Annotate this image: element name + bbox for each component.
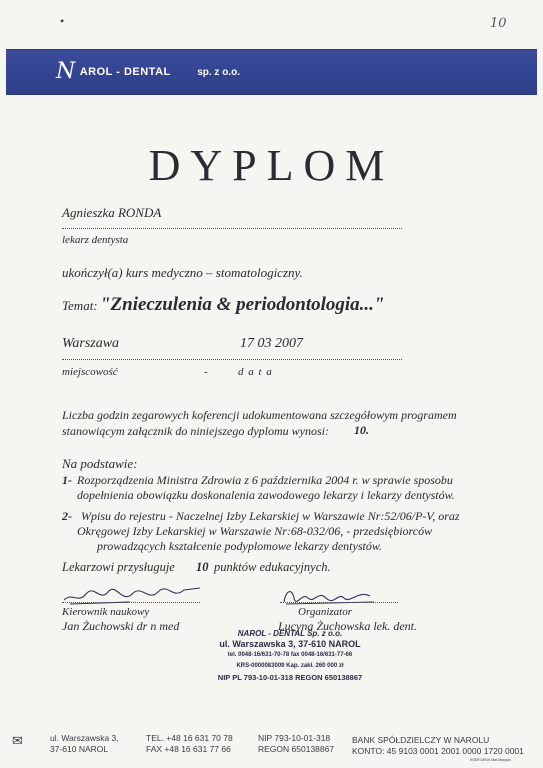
- footer-print-note: KSER DRUK Mat.Manyan: [470, 758, 511, 762]
- hours-value: 10.: [354, 423, 369, 437]
- divider: [62, 359, 402, 360]
- left-signer-name: Jan Żuchowski dr n med: [62, 619, 180, 633]
- dash: -: [204, 366, 208, 378]
- date-label: d a t a: [238, 366, 273, 378]
- footer-tel: TEL. +48 16 631 70 78: [146, 733, 233, 743]
- basis-item1-line2: dopełnienia obowiązku doskonalenia zawodowego lekarzy i lekarzy dentystów.: [77, 488, 455, 502]
- basis-item2-number: 2-: [62, 509, 72, 523]
- footer-bank: BANK SPÓŁDZIELCZY W NAROLU: [352, 735, 490, 745]
- points-prefix: Lekarzowi przysługuje: [62, 560, 175, 574]
- date: 17 03 2007: [240, 336, 303, 351]
- left-signer-role: Kierownik naukowy: [62, 606, 150, 618]
- topic-label: Temat:: [62, 298, 98, 313]
- company-stamp: [180, 628, 400, 683]
- basis-item2-line3: prowadzących kształcenie podyplomowe lekarzy dentystów.: [97, 539, 382, 553]
- logo-letter: N: [56, 59, 76, 84]
- stamp-line2: ul. Warszawska 3, 37-610 NAROL: [219, 639, 361, 649]
- stamp-line1: NAROL - DENTAL Sp. z o.o.: [237, 629, 343, 638]
- footer-regon: REGON 650138867: [258, 744, 335, 754]
- hours-line1: Liczba godzin zegarowych koferencji udokumentowana szczegółowym programem: [62, 408, 457, 422]
- signature-right: [278, 582, 388, 608]
- footer: [0, 733, 543, 768]
- place: Warszawa: [62, 336, 120, 351]
- mark-dot: •: [60, 14, 65, 28]
- divider: [62, 228, 402, 229]
- signature-left: [60, 582, 210, 608]
- footer-account: KONTO: 45 9103 0001 2001 0000 1720 0001: [352, 746, 524, 756]
- stamp-line3: tel. 0048-16/631-70-78 fax 0048-16/631-77-66: [227, 652, 353, 658]
- basis-item1-number: 1-: [62, 473, 72, 487]
- stamp-line4: KRS-0000083009 Kap. zakł. 260 000 zł: [236, 663, 344, 669]
- footer-fax: FAX +48 16 631 77 66: [146, 744, 231, 754]
- points-value: 10: [196, 560, 209, 574]
- envelope-icon: ✉: [12, 733, 23, 748]
- topic-value: "Znieczulenia & periodontologia...": [100, 294, 385, 315]
- stamp-line5: NIP PL 793-10-01-318 REGON 650138867: [217, 673, 363, 682]
- footer-nip: NIP 793-10-01-318: [258, 733, 331, 743]
- right-signer-name: Lucyna Żuchowska lek. dent.: [278, 619, 417, 633]
- hours-line2: stanowiącym załącznik do niniejszego dyplomu wynosi:: [62, 424, 329, 438]
- points-suffix: punktów edukacyjnych.: [214, 560, 331, 574]
- place-label: miejscowość: [62, 366, 118, 378]
- signature-line-right: [280, 602, 398, 603]
- company-name: AROL - DENTAL: [79, 66, 171, 78]
- company-logo: [56, 59, 240, 84]
- company-suffix: sp. z o.o.: [197, 67, 240, 78]
- footer-address2: 37-610 NAROL: [50, 744, 109, 754]
- basis-item2-line2: Okręgowej Izby Lekarskiej w Warszawie Nr:68-032/06, - przedsiębiorców: [77, 524, 433, 538]
- signature-line-left: [62, 602, 200, 603]
- document-title: DYPLOM: [148, 141, 395, 190]
- recipient-name: Agnieszka RONDA: [62, 205, 162, 220]
- completed-line: ukończył(a) kurs medyczno – stomatologiczny.: [62, 265, 303, 280]
- basis-item2-line1: Wpisu do rejestru - Naczelnej Izby Lekarskiej w Warszawie Nr:52/06/P-V, oraz: [81, 509, 460, 523]
- right-signer-role: Organizator: [298, 606, 352, 618]
- recipient-profession: lekarz dentysta: [62, 234, 129, 246]
- header-banner: [6, 49, 537, 95]
- page-number: 10: [490, 16, 507, 31]
- basis-heading: Na podstawie:: [62, 456, 138, 471]
- basis-item1-line1: Rozporządzenia Ministra Zdrowia z 6 października 2004 r. w sprawie sposobu: [77, 473, 453, 487]
- footer-address1: ul. Warszawska 3,: [50, 733, 119, 743]
